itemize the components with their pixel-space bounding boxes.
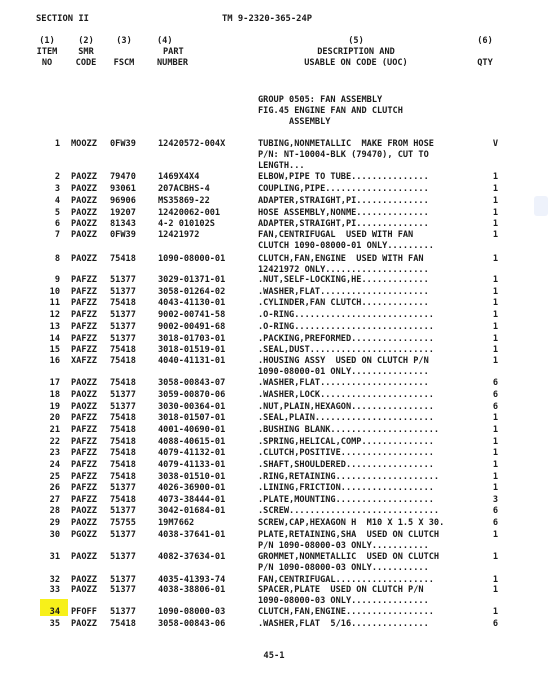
description-line: .PLATE,MOUNTING................... (258, 495, 434, 505)
part-number: 3059-00870-06 (158, 390, 226, 400)
smr-code: PAFZZ (71, 437, 97, 447)
quantity: 1 (492, 413, 498, 423)
item-number: 15 (49, 345, 60, 355)
description-line: .WASHER,FLAT..................... (258, 378, 429, 388)
figure-title: FIG.45 ENGINE FAN AND CLUTCH (258, 106, 403, 116)
item-number: 23 (49, 448, 60, 458)
description-line: ADAPTER,STRAIGHT,PI.............. (258, 196, 429, 206)
part-number: 12420062-001 (158, 208, 221, 218)
description-line: P/N: NT-10004-BLK (79470), CUT TO (258, 150, 429, 160)
fscm-code: 51377 (110, 607, 136, 617)
group-title: GROUP 0505: FAN ASSEMBLY (258, 95, 383, 105)
part-number: 4079-41132-01 (158, 448, 226, 458)
fscm-code: 51377 (110, 334, 136, 344)
fscm-code: 0FW39 (110, 230, 136, 240)
item-number: 31 (49, 552, 60, 562)
description-line: CLUTCH,FAN,ENGINE................. (258, 607, 434, 617)
item-number: 9 (54, 275, 60, 285)
description-line: SPACER,PLATE USED ON CLUTCH P/N (258, 585, 424, 595)
quantity: 1 (492, 425, 498, 435)
item-number: 21 (49, 425, 60, 435)
smr-code: PAFZZ (71, 334, 97, 344)
part-number: 3018-01519-01 (158, 345, 226, 355)
quantity: 1 (492, 472, 498, 482)
item-number: 10 (49, 287, 60, 297)
item-number: 13 (49, 322, 60, 332)
section-label: SECTION II (36, 14, 89, 24)
part-number: 4073-38444-01 (158, 495, 226, 505)
item-number: 16 (49, 356, 60, 366)
smr-code: PAFZZ (71, 483, 97, 493)
part-number: 4043-41130-01 (158, 298, 226, 308)
smr-code: PGOZZ (71, 530, 97, 540)
quantity: 1 (492, 607, 498, 617)
col5-line2: DESCRIPTION AND (317, 47, 395, 57)
description-line: .WASHER,LOCK...................... (258, 390, 434, 400)
item-number: 12 (49, 310, 60, 320)
smr-code: PAFZZ (71, 413, 97, 423)
page-number: 45-1 (263, 651, 285, 661)
smr-code: PAOZZ (71, 506, 97, 516)
item-number: 8 (54, 254, 60, 264)
smr-code: PAFZZ (71, 345, 97, 355)
quantity: 1 (492, 184, 498, 194)
part-number: 3018-01507-01 (158, 413, 226, 423)
quantity: 1 (492, 575, 498, 585)
description-line: SCREW,CAP,HEXAGON H M10 X 1.5 X 30. (258, 518, 445, 528)
smr-code: PAOZZ (71, 402, 97, 412)
item-number: 27 (49, 495, 60, 505)
part-number: 1469X4X4 (158, 172, 200, 182)
description-line: ELBOW,PIPE TO TUBE............... (258, 172, 429, 182)
smr-code: PAOZZ (71, 552, 97, 562)
description-line: PLATE,RETAINING,SHA USED ON CLUTCH (258, 530, 440, 540)
item-number: 28 (49, 506, 60, 516)
description-line: COUPLING,PIPE.................... (258, 184, 429, 194)
quantity: 3 (492, 495, 498, 505)
smr-code: PAOZZ (71, 619, 97, 629)
description-line: HOSE ASSEMBLY,NONME.............. (258, 208, 429, 218)
part-number: 4001-40690-01 (158, 425, 226, 435)
item-number: 4 (54, 196, 60, 206)
smr-code: PAFZZ (71, 495, 97, 505)
item-number: 11 (49, 298, 60, 308)
description-line: .SPRING,HELICAL,COMP.............. (258, 437, 434, 447)
description-line: CLUTCH 1090-08000-01 ONLY......... (258, 241, 434, 251)
item-number: 32 (49, 575, 60, 585)
fscm-code: 75418 (110, 448, 136, 458)
col5-line3: USABLE ON CODE (UOC) (304, 58, 408, 68)
col4-line3: NUMBER (157, 58, 189, 68)
smr-code: PAFZZ (71, 298, 97, 308)
part-number: 3029-01371-01 (158, 275, 226, 285)
description-line: .LINING,FRICTION.................. (258, 483, 434, 493)
item-number: 3 (54, 184, 60, 194)
description-line: CLUTCH,FAN,ENGINE USED WITH FAN (258, 254, 424, 264)
description-line: .CYLINDER,FAN CLUTCH............. (258, 298, 429, 308)
smr-code: PAFZZ (71, 322, 97, 332)
part-number: 4082-37634-01 (158, 552, 226, 562)
smr-code: PAOZZ (71, 172, 97, 182)
smr-code: PAFZZ (71, 460, 97, 470)
description-line: P/N 1090-08000-03 ONLY........... (258, 563, 429, 573)
quantity: 1 (492, 356, 498, 366)
smr-code: PAFZZ (71, 448, 97, 458)
part-number: 3038-01510-01 (158, 472, 226, 482)
part-number: 4038-38806-01 (158, 585, 226, 595)
smr-code: PAOZZ (71, 575, 97, 585)
fscm-code: 75418 (110, 254, 136, 264)
item-number: 7 (54, 230, 60, 240)
description-line: .HOUSING ASSY USED ON CLUTCH P/N (258, 356, 429, 366)
part-number: 207ACBHS-4 (158, 184, 210, 194)
item-number: 22 (49, 437, 60, 447)
part-number: 3018-01703-01 (158, 334, 226, 344)
col2-line3: CODE (75, 58, 97, 68)
description-line: .SHAFT,SHOULDERED................. (258, 460, 434, 470)
fscm-code: 75418 (110, 378, 136, 388)
part-number: 4040-41131-01 (158, 356, 226, 366)
smr-code: PAFZZ (71, 472, 97, 482)
part-number: 4026-36900-01 (158, 483, 226, 493)
part-number: MS35869-22 (158, 196, 210, 206)
description-line: .RING,RETAINING.................... (258, 472, 440, 482)
quantity: 1 (492, 310, 498, 320)
description-line: P/N 1090-08000-03 ONLY........... (258, 541, 429, 551)
fscm-code: 75418 (110, 460, 136, 470)
fscm-code: 51377 (110, 322, 136, 332)
col4-line2: PART (163, 47, 184, 57)
smr-code: PFOFF (71, 607, 97, 617)
fscm-code: 51377 (110, 530, 136, 540)
smr-code: PAOZZ (71, 196, 97, 206)
fscm-code: 75418 (110, 413, 136, 423)
quantity: 1 (492, 172, 498, 182)
description-line: .BUSHING BLANK..................... (258, 425, 440, 435)
col1-line1: (1) (39, 36, 55, 46)
item-number: 17 (49, 378, 60, 388)
col2-line2: SMR (78, 47, 94, 57)
fscm-code: 75418 (110, 425, 136, 435)
fscm-code: 75418 (110, 356, 136, 366)
item-number: 26 (49, 483, 60, 493)
quantity: 1 (492, 208, 498, 218)
figure-title-cont: ASSEMBLY (258, 117, 331, 127)
quantity: 1 (492, 230, 498, 240)
quantity: 6 (492, 506, 498, 516)
fscm-code: 75755 (110, 518, 136, 528)
smr-code: XAFZZ (71, 356, 97, 366)
description-line: .WASHER,FLAT 5/16............... (258, 619, 429, 629)
fscm-code: 51377 (110, 275, 136, 285)
quantity: V (492, 139, 498, 149)
smr-code: PAFZZ (71, 310, 97, 320)
item-number: 18 (49, 390, 60, 400)
part-number: 12421972 (158, 230, 200, 240)
smr-code: PAOZZ (71, 585, 97, 595)
smr-code: PAOZZ (71, 230, 97, 240)
col2-line1: (2) (78, 36, 94, 46)
fscm-code: 79470 (110, 172, 136, 182)
part-number: 4-2 010102S (158, 219, 215, 229)
quantity: 1 (492, 345, 498, 355)
part-number: 3058-01264-02 (158, 287, 226, 297)
description-line: .O-RING........................... (258, 310, 434, 320)
description-line: .SEAL,DUST........................ (258, 345, 434, 355)
quantity: 6 (492, 378, 498, 388)
fscm-code: 75418 (110, 619, 136, 629)
quantity: 1 (492, 219, 498, 229)
description-line: FAN,CENTRIFUGAL................... (258, 575, 434, 585)
quantity: 1 (492, 322, 498, 332)
smr-code: PAOZZ (71, 219, 97, 229)
quantity: 1 (492, 254, 498, 264)
fscm-code: 51377 (110, 506, 136, 516)
fscm-code: 51377 (110, 310, 136, 320)
part-number: 9002-00741-58 (158, 310, 226, 320)
part-number: 4088-40615-01 (158, 437, 226, 447)
item-number: 14 (49, 334, 60, 344)
fscm-code: 51377 (110, 585, 136, 595)
item-number: 19 (49, 402, 60, 412)
description-line: .WASHER,FLAT..................... (258, 287, 429, 297)
item-number: 30 (49, 530, 60, 540)
fscm-code: 75418 (110, 437, 136, 447)
item-number: 20 (49, 413, 60, 423)
fscm-code: 51377 (110, 402, 136, 412)
quantity: 1 (492, 530, 498, 540)
part-number: 3058-00843-06 (158, 619, 226, 629)
col1-line3: NO (41, 58, 53, 68)
description-line: 1090-08000-03 ONLY............... (258, 596, 429, 606)
item-number: 33 (49, 585, 60, 595)
item-number: 5 (54, 208, 60, 218)
description-line: .NUT,PLAIN,HEXAGON................ (258, 402, 434, 412)
fscm-code: 75418 (110, 472, 136, 482)
description-line: 12421972 ONLY.................... (258, 265, 429, 275)
quantity: 6 (492, 390, 498, 400)
col5-line1: (5) (348, 36, 364, 46)
fscm-code: 75418 (110, 298, 136, 308)
description-line: .O-RING........................... (258, 322, 434, 332)
col6-line2: QTY (477, 58, 493, 68)
fscm-code: 96906 (110, 196, 136, 206)
col3-line1: (3) (116, 36, 132, 46)
item-number: 6 (54, 219, 60, 229)
smr-code: PAFZZ (71, 275, 97, 285)
part-number: 9002-00491-68 (158, 322, 226, 332)
part-number: 3058-00843-07 (158, 378, 226, 388)
item-number: 24 (49, 460, 60, 470)
item-number: 29 (49, 518, 60, 528)
description-line: .SEAL,PLAIN....................... (258, 413, 434, 423)
smr-code: PAFZZ (71, 425, 97, 435)
smr-code: PAOZZ (71, 518, 97, 528)
item-number: 25 (49, 472, 60, 482)
quantity: 1 (492, 460, 498, 470)
item-number: 34 (49, 607, 60, 617)
fscm-code: 0FW39 (110, 139, 136, 149)
quantity: 1 (492, 275, 498, 285)
col6-line1: (6) (477, 36, 493, 46)
quantity: 6 (492, 619, 498, 629)
part-number: 3042-01684-01 (158, 506, 226, 516)
tm-number: TM 9-2320-365-24P (222, 14, 313, 24)
description-line: LENGTH... (258, 161, 305, 171)
quantity: 6 (492, 518, 498, 528)
quantity: 1 (492, 298, 498, 308)
fscm-code: 51377 (110, 575, 136, 585)
quantity: 1 (492, 437, 498, 447)
description-line: ADAPTER,STRAIGHT,PI.............. (258, 219, 429, 229)
quantity: 1 (492, 448, 498, 458)
fscm-code: 19207 (110, 208, 136, 218)
smr-code: PAOZZ (71, 184, 97, 194)
fscm-code: 51377 (110, 552, 136, 562)
quantity: 1 (492, 287, 498, 297)
description-line: .NUT,SELF-LOCKING,HE............. (258, 275, 429, 285)
smr-code: PAOZZ (71, 390, 97, 400)
smr-code: MOOZZ (71, 139, 97, 149)
description-line: 1090-08000-01 ONLY............... (258, 367, 429, 377)
description-line: TUBING,NONMETALLIC MAKE FROM HOSE (258, 139, 434, 149)
smr-code: PAOZZ (71, 378, 97, 388)
quantity: 1 (492, 334, 498, 344)
smr-code: PAOZZ (71, 208, 97, 218)
description-line: GROMMET,NONMETALLIC USED ON CLUTCH (258, 552, 440, 562)
smr-code: PAFZZ (71, 287, 97, 297)
part-number: 3030-00364-01 (158, 402, 226, 412)
part-number: 1090-08000-03 (158, 607, 226, 617)
item-number: 35 (49, 619, 60, 629)
description-line: FAN,CENTRIFUGAL USED WITH FAN (258, 230, 414, 240)
quantity: 1 (492, 196, 498, 206)
part-number: 4079-41133-01 (158, 460, 226, 470)
part-number: 12420572-004X (158, 139, 226, 149)
part-number: 4038-37641-01 (158, 530, 226, 540)
description-line: .CLUTCH,POSITIVE.................. (258, 448, 434, 458)
col3-line2: FSCM (113, 58, 135, 68)
description-line: .PACKING,PREFORMED................ (258, 334, 434, 344)
fscm-code: 51377 (110, 390, 136, 400)
description-line: .SCREW............................. (258, 506, 440, 516)
col4-line1: (4) (157, 36, 173, 46)
smr-code: PAOZZ (71, 254, 97, 264)
fscm-code: 75418 (110, 495, 136, 505)
item-number: 1 (54, 139, 60, 149)
col1-line2: ITEM (36, 47, 58, 57)
page-edge-mark (534, 196, 548, 216)
part-number: 19M7662 (158, 518, 195, 528)
item-number: 2 (54, 172, 60, 182)
fscm-code: 81343 (110, 219, 136, 229)
fscm-code: 51377 (110, 287, 136, 297)
quantity: 1 (492, 585, 498, 595)
fscm-code: 51377 (110, 483, 136, 493)
fscm-code: 75418 (110, 345, 136, 355)
part-number: 1090-08000-01 (158, 254, 226, 264)
part-number: 4035-41393-74 (158, 575, 226, 585)
quantity: 6 (492, 402, 498, 412)
quantity: 1 (492, 552, 498, 562)
fscm-code: 93061 (110, 184, 136, 194)
quantity: 1 (492, 483, 498, 493)
